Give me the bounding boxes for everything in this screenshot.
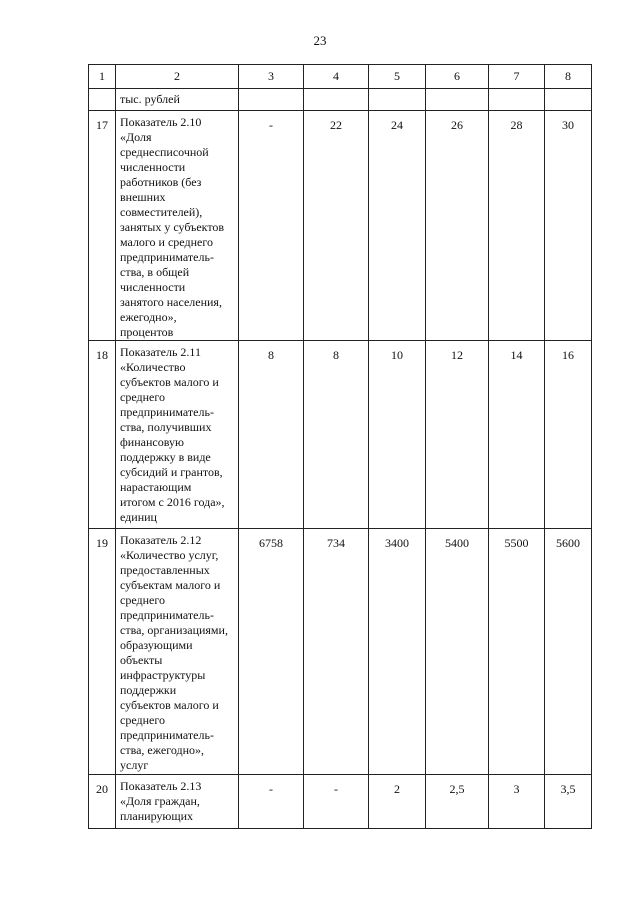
- header-cell: 7: [489, 65, 545, 89]
- description-line: планирующих: [120, 809, 194, 823]
- description-line: занятых у субъектов: [120, 220, 225, 234]
- description-line: нарастающим: [120, 480, 192, 494]
- description-line: «Количество: [120, 360, 186, 374]
- header-cell: 4: [304, 65, 369, 89]
- description-line: ства, ежегодно»,: [120, 743, 204, 757]
- description-line: объекты: [120, 653, 163, 667]
- description-line: процентов: [120, 325, 174, 339]
- description-line: Показатель 2.11: [120, 345, 201, 359]
- indicator-description: [116, 341, 239, 529]
- value-cell: 5500: [489, 529, 545, 775]
- value-cell: 16: [545, 341, 592, 529]
- indicator-description: [116, 529, 239, 775]
- row-number-cell: [89, 89, 116, 111]
- description-line: финансовую: [120, 435, 184, 449]
- description-line: субъектов малого и: [120, 375, 219, 389]
- description-line: ства, получивших: [120, 420, 212, 434]
- value-cell: 12: [426, 341, 489, 529]
- row-number-cell: 20: [89, 775, 116, 829]
- header-cell: 8: [545, 65, 592, 89]
- description-line: среднесписочной: [120, 145, 209, 159]
- header-cell: 6: [426, 65, 489, 89]
- value-cell: 30: [545, 111, 592, 341]
- description-line: поддержку в виде: [120, 450, 211, 464]
- table-row: [89, 89, 592, 111]
- value-cell: 3400: [369, 529, 426, 775]
- description-line: предприниматель-: [120, 728, 214, 742]
- header-cell: 1: [89, 65, 116, 89]
- header-cell: 2: [116, 65, 239, 89]
- value-cell: 8: [239, 341, 304, 529]
- description-line: предоставленных: [120, 563, 210, 577]
- value-cell: 3,5: [545, 775, 592, 829]
- description-line: среднего: [120, 593, 165, 607]
- units-continuation: тыс. рублей: [116, 89, 239, 111]
- description-line: итогом с 2016 года»,: [120, 495, 225, 509]
- value-cell: 6758: [239, 529, 304, 775]
- description-line: «Количество услуг,: [120, 548, 219, 562]
- description-line: предприниматель-: [120, 250, 214, 264]
- description-line: внешних: [120, 190, 166, 204]
- description-line: Показатель 2.10: [120, 115, 202, 129]
- value-cell: 14: [489, 341, 545, 529]
- description-line: Показатель 2.12: [120, 533, 202, 547]
- value-cell: -: [304, 775, 369, 829]
- indicator-description: [116, 111, 239, 341]
- description-line: работников (без: [120, 175, 202, 189]
- table-header-row: [89, 65, 592, 89]
- value-cell: 5400: [426, 529, 489, 775]
- description-line: ежегодно»,: [120, 310, 177, 324]
- table-row: [89, 111, 592, 341]
- description-line: численности: [120, 160, 186, 174]
- description-line: «Доля граждан,: [120, 794, 200, 808]
- value-cell: 2: [369, 775, 426, 829]
- value-cell: 734: [304, 529, 369, 775]
- value-cell: 8: [304, 341, 369, 529]
- description-line: инфраструктуры: [120, 668, 206, 682]
- value-cell: 5600: [545, 529, 592, 775]
- value-cell: 22: [304, 111, 369, 341]
- table-row: [89, 775, 592, 829]
- description-line: численности: [120, 280, 186, 294]
- value-cell: 2,5: [426, 775, 489, 829]
- description-line: Показатель 2.13: [120, 779, 202, 793]
- value-cell: -: [239, 111, 304, 341]
- indicator-description: [116, 775, 239, 829]
- description-line: среднего: [120, 713, 165, 727]
- description-line: предприниматель-: [120, 608, 214, 622]
- value-cell: 10: [369, 341, 426, 529]
- table-row: [89, 341, 592, 529]
- page-number: 23: [313, 33, 327, 48]
- description-line: услуг: [120, 758, 149, 772]
- description-line: среднего: [120, 390, 165, 404]
- header-cell: 3: [239, 65, 304, 89]
- description-line: занятого населения,: [120, 295, 222, 309]
- description-line: ства, в общей: [120, 265, 190, 279]
- description-line: предприниматель-: [120, 405, 214, 419]
- value-cell: -: [239, 775, 304, 829]
- description-line: совместителей),: [120, 205, 203, 219]
- row-number-cell: 17: [89, 111, 116, 341]
- indicators-table: [88, 64, 592, 829]
- value-cell: 28: [489, 111, 545, 341]
- description-line: поддержки: [120, 683, 177, 697]
- row-number-cell: 19: [89, 529, 116, 775]
- description-line: субъектов малого и: [120, 698, 219, 712]
- description-line: субъектам малого и: [120, 578, 221, 592]
- row-number-cell: 18: [89, 341, 116, 529]
- value-cell: 3: [489, 775, 545, 829]
- value-cell: 26: [426, 111, 489, 341]
- description-line: субсидий и грантов,: [120, 465, 223, 479]
- description-line: образующими: [120, 638, 193, 652]
- value-cell: 24: [369, 111, 426, 341]
- header-cell: 5: [369, 65, 426, 89]
- description-line: единиц: [120, 510, 157, 524]
- table-row: [89, 529, 592, 775]
- description-line: «Доля: [120, 130, 152, 144]
- description-line: ства, организациями,: [120, 623, 228, 637]
- description-line: малого и среднего: [120, 235, 213, 249]
